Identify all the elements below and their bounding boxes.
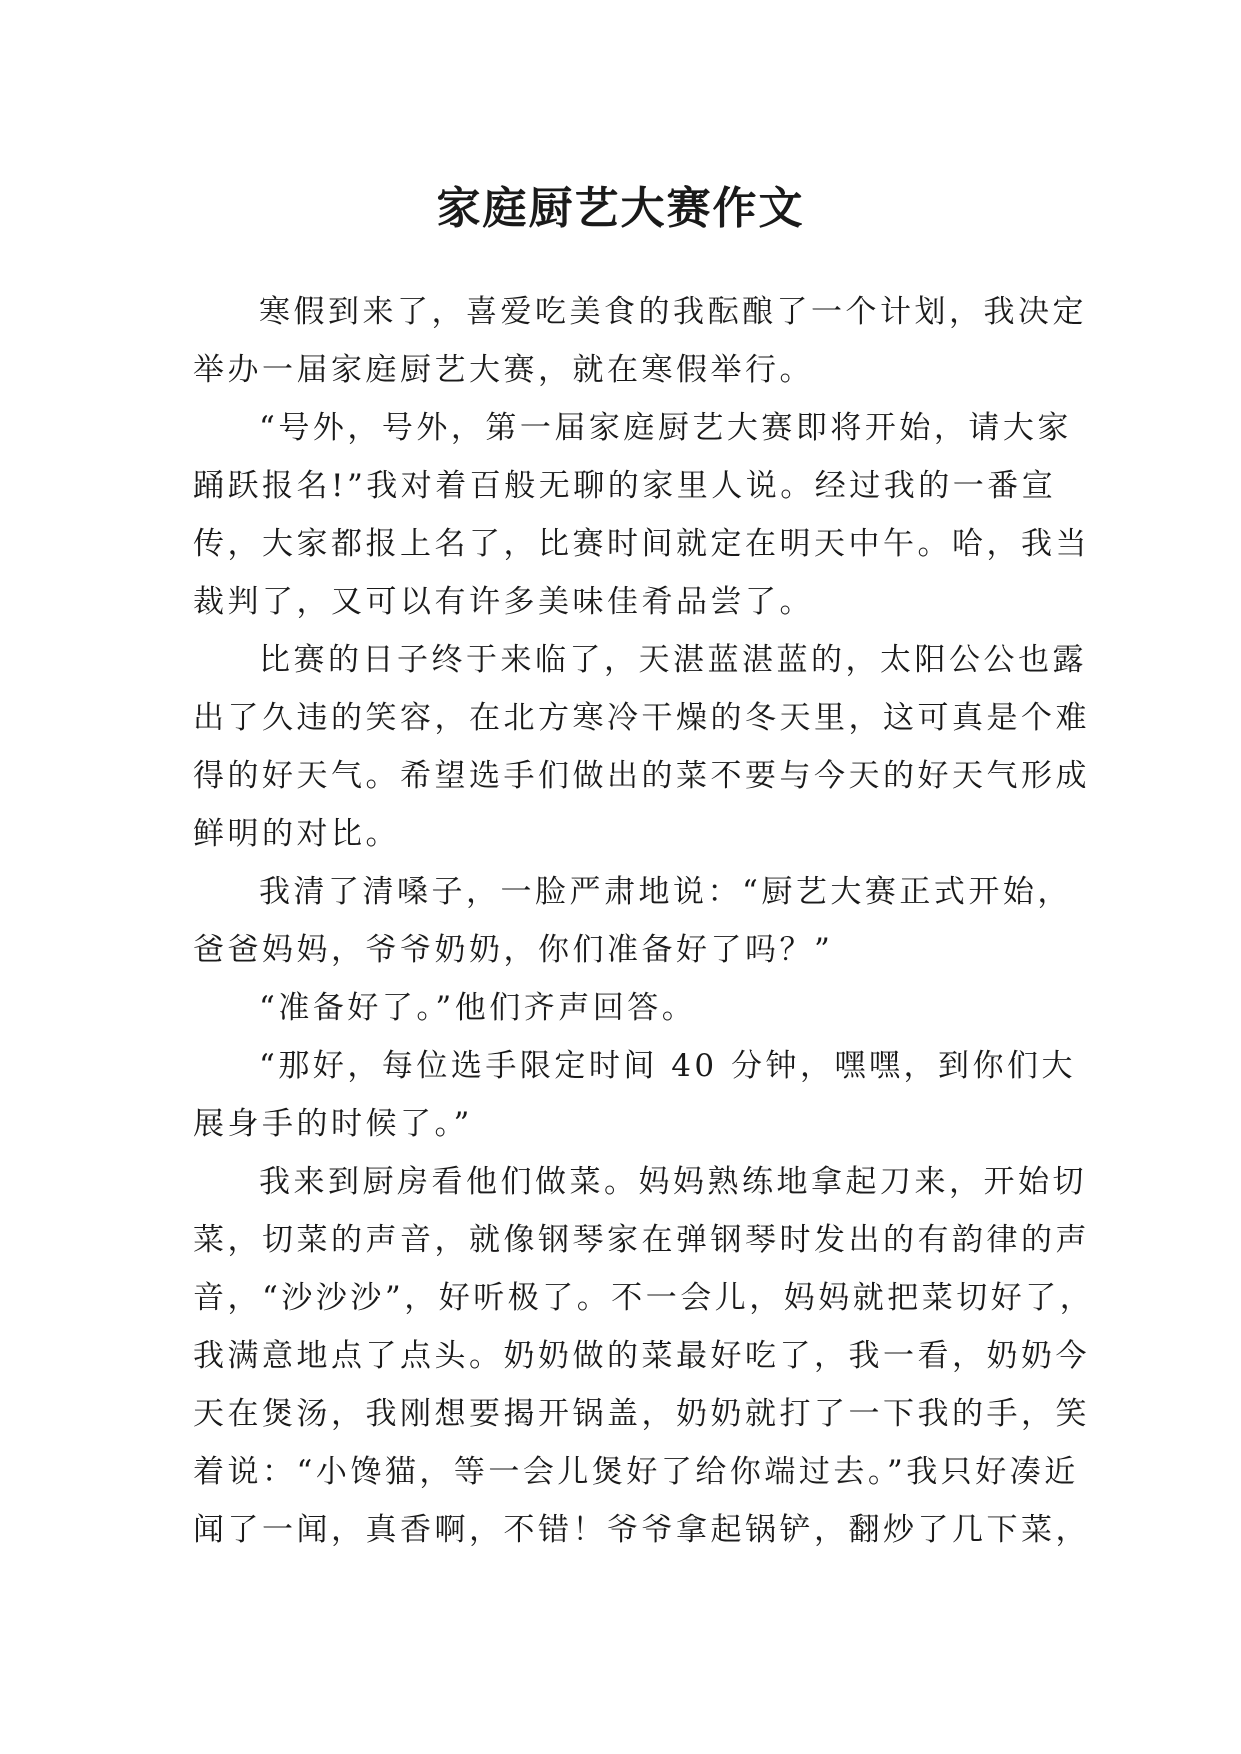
paragraph-line: 传，大家都报上名了，比赛时间就定在明天中午。哈，我当 <box>193 526 1090 562</box>
paragraph <box>193 1037 1077 1153</box>
paragraph-line: 天在煲汤，我刚想要揭开锅盖，奶奶就打了一下我的手，笑 <box>193 1396 1090 1432</box>
paragraph-line: 闻了一闻，真香啊，不错！爷爷拿起锅铲，翻炒了几下菜， <box>193 1512 1090 1548</box>
paragraph-line: 音，“沙沙沙”，好听极了。不一会儿，妈妈就把菜切好了， <box>193 1280 1095 1316</box>
paragraph-line: 鲜明的对比。 <box>193 816 400 852</box>
paragraph-line: 裁判了，又可以有许多美味佳肴品尝了。 <box>193 584 814 620</box>
paragraph-line: 我满意地点了点头。奶奶做的菜最好吃了，我一看，奶奶今 <box>193 1338 1090 1374</box>
paragraph-line: 我来到厨房看他们做菜。妈妈熟练地拿起刀来，开始切 <box>259 1164 1087 1200</box>
paragraph <box>193 283 1087 399</box>
paragraph <box>193 631 1090 863</box>
paragraph <box>193 979 1053 1037</box>
paragraph-line: 举办一届家庭厨艺大赛，就在寒假举行。 <box>193 352 814 388</box>
paragraph-line: 得的好天气。希望选手们做出的菜不要与今天的好天气形成 <box>193 758 1090 794</box>
paragraph-line: 踊跃报名!”我对着百般无聊的家里人说。经过我的一番宣 <box>193 468 1057 504</box>
paragraph-line: 着说：“小馋猫，等一会儿煲好了给你端过去。”我只好凑近 <box>193 1454 1079 1490</box>
paragraph-line: “那好，每位选手限定时间 40 分钟，嘿嘿，到你们大 <box>259 1048 1077 1084</box>
paragraph-line: 寒假到来了，喜爱吃美食的我酝酿了一个计划，我决定 <box>259 294 1087 330</box>
paragraph-line: 我清了清嗓子，一脸严肃地说：“厨艺大赛正式开始， <box>259 874 1072 910</box>
paragraph-line: “号外，号外，第一届家庭厨艺大赛即将开始，请大家 <box>259 410 1072 446</box>
document-title: 家庭厨艺大赛作文 <box>436 183 805 235</box>
document-body <box>193 283 1095 1559</box>
paragraph <box>193 863 1072 979</box>
paragraph-line: 出了久违的笑容，在北方寒冷干燥的冬天里，这可真是个难 <box>193 700 1090 736</box>
paragraph-line: 爸爸妈妈，爷爷奶奶，你们准备好了吗？” <box>193 932 834 968</box>
paragraph-line: 菜，切菜的声音，就像钢琴家在弹钢琴时发出的有韵律的声 <box>193 1222 1090 1258</box>
paragraph <box>193 1153 1095 1559</box>
paragraph <box>193 399 1090 631</box>
paragraph-line: 展身手的时候了。” <box>193 1106 473 1142</box>
paragraph-line: “准备好了。”他们齐声回答。 <box>259 990 697 1026</box>
paragraph-line: 比赛的日子终于来临了，天湛蓝湛蓝的，太阳公公也露 <box>259 642 1087 678</box>
